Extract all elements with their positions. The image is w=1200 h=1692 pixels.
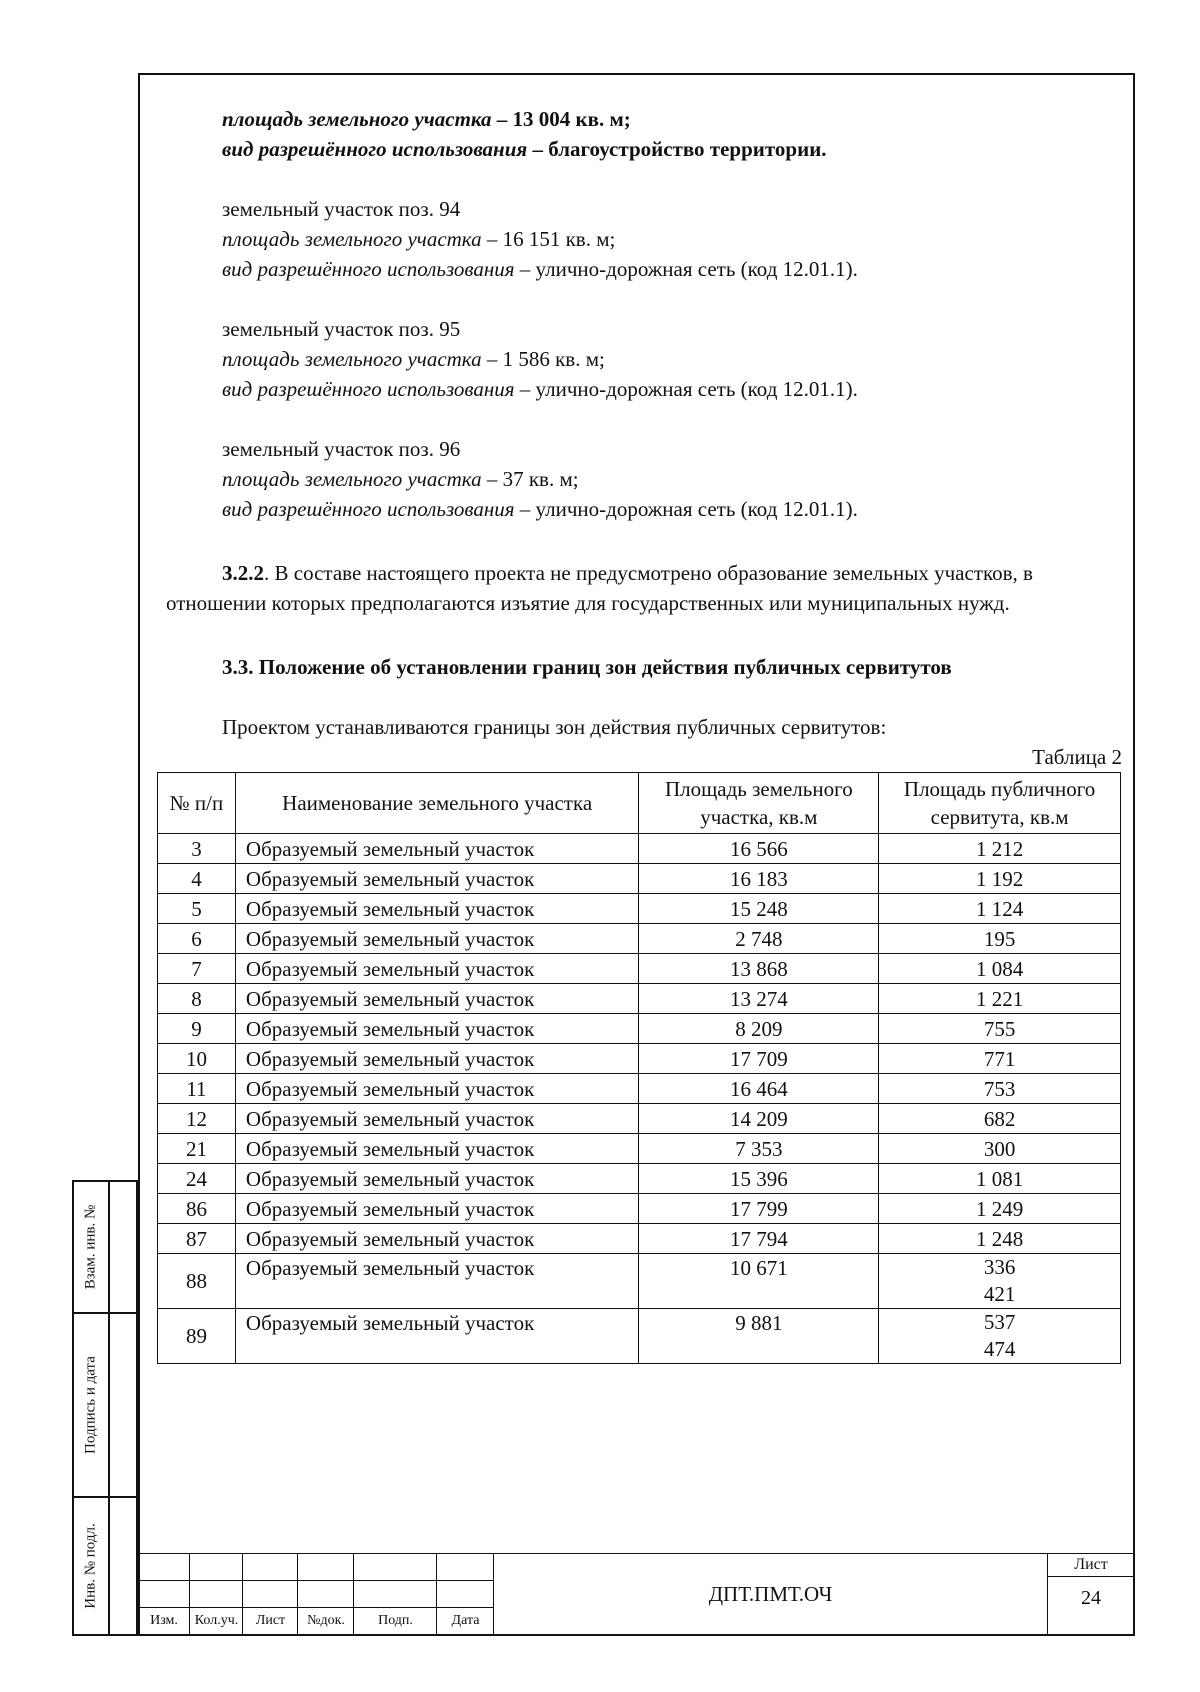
tb-col-kolich: Кол.уч. [194, 1613, 239, 1628]
row-name: Образуемый земельный участок [235, 954, 639, 984]
doc-code: ДПТ.ПМТ.ОЧ [708, 1582, 833, 1606]
table-row [158, 864, 1121, 894]
table-row [158, 1224, 1121, 1254]
col-header-number: № п/п [158, 773, 236, 834]
table-row [158, 1309, 1121, 1364]
row-number: 12 [158, 1104, 236, 1134]
row-servitude-part: 537 [983, 1310, 1016, 1334]
row-servitude: 1 248 [879, 1224, 1121, 1254]
servitude-table [157, 772, 1121, 1364]
table-row [158, 924, 1121, 954]
row-number: 9 [158, 1014, 236, 1044]
row-name: Образуемый земельный участок [235, 834, 639, 864]
title-block [138, 1553, 1135, 1636]
row-number: 7 [158, 954, 236, 984]
row-number: 88 [158, 1254, 236, 1309]
row-servitude-part: 474 [983, 1337, 1016, 1361]
parcel-93-area: площадь земельного участка – 13 004 кв. м; [222, 107, 631, 131]
row-servitude: 1 124 [879, 894, 1121, 924]
table-row [158, 1164, 1121, 1194]
row-area: 16 183 [639, 864, 879, 894]
row-area: 16 464 [639, 1074, 879, 1104]
row-number: 10 [158, 1044, 236, 1074]
table-row [158, 834, 1121, 864]
row-servitude: 1 084 [879, 954, 1121, 984]
row-number: 89 [158, 1309, 236, 1364]
col-header-area: Площадь земельного участка, кв.м [639, 773, 879, 834]
row-area: 8 209 [639, 1014, 879, 1044]
row-name: Образуемый земельный участок [235, 924, 639, 954]
row-area: 16 566 [639, 834, 879, 864]
table-row [158, 954, 1121, 984]
parcel-95-title: земельный участок поз. 95 [222, 317, 461, 341]
row-area: 17 709 [639, 1044, 879, 1074]
tb-col-podp: Подп. [378, 1613, 413, 1628]
tb-col-ndoc: №док. [307, 1613, 345, 1628]
row-servitude: 195 [879, 924, 1121, 954]
row-servitude: 1 081 [879, 1164, 1121, 1194]
table-row [158, 1044, 1121, 1074]
table-row [158, 984, 1121, 1014]
section-322-line1: 3.2.2. В составе настоящего проекта не предусмотрено образование земельных участков, в [222, 561, 1033, 585]
row-servitude: 1 212 [879, 834, 1121, 864]
row-name: Образуемый земельный участок [235, 1014, 639, 1044]
parcel-94-use: вид разрешённого использования – улично-дорожная сеть (код 12.01.1). [222, 257, 858, 281]
row-name: Образуемый земельный участок [235, 1074, 639, 1104]
table-row [158, 894, 1121, 924]
row-number: 4 [158, 864, 236, 894]
side-stamp-podpis-label: Подпись и дата [82, 1356, 99, 1454]
row-area: 9 881 [639, 1309, 879, 1364]
table-row [158, 1104, 1121, 1134]
parcel-96-title: земельный участок поз. 96 [222, 437, 461, 461]
row-number: 11 [158, 1074, 236, 1104]
row-area: 15 248 [639, 894, 879, 924]
row-number: 8 [158, 984, 236, 1014]
row-servitude: 1 249 [879, 1194, 1121, 1224]
col-header-servitude: Площадь публичного сервитута, кв.м [879, 773, 1121, 834]
row-area: 2 748 [639, 924, 879, 954]
row-servitude-part: 421 [983, 1282, 1016, 1306]
side-stamp-inv [72, 1496, 138, 1636]
table-header-row [158, 773, 1121, 834]
row-servitude-part: 336 [983, 1255, 1016, 1279]
tb-col-data: Дата [451, 1613, 480, 1628]
parcel-95-use: вид разрешённого использования – улично-дорожная сеть (код 12.01.1). [222, 377, 858, 401]
table-row [158, 1254, 1121, 1309]
row-name: Образуемый земельный участок [235, 1224, 639, 1254]
table-row [158, 1194, 1121, 1224]
row-servitude: 682 [879, 1104, 1121, 1134]
row-number: 5 [158, 894, 236, 924]
side-stamp-vzam [72, 1180, 138, 1314]
row-name: Образуемый земельный участок [235, 864, 639, 894]
row-area: 17 799 [639, 1194, 879, 1224]
row-servitude: 771 [879, 1044, 1121, 1074]
row-area: 17 794 [639, 1224, 879, 1254]
row-name: Образуемый земельный участок [235, 1104, 639, 1134]
section-322-line2: отношении которых предполагаются изъятие для государственных или муниципальных нужд. [166, 591, 1010, 615]
col-header-name: Наименование земельного участка [235, 773, 639, 834]
side-stamp-podpis [72, 1312, 138, 1498]
section-33-heading: 3.3. Положение об установлении границ зон действия публичных сервитутов [222, 655, 952, 679]
row-name: Образуемый земельный участок [235, 1194, 639, 1224]
row-number: 87 [158, 1224, 236, 1254]
parcel-94-area: площадь земельного участка – 16 151 кв. м; [222, 227, 616, 251]
row-area: 13 868 [639, 954, 879, 984]
row-area: 7 353 [639, 1134, 879, 1164]
tb-col-izm: Изм. [150, 1613, 178, 1628]
parcel-96-area: площадь земельного участка – 37 кв. м; [222, 467, 579, 491]
row-servitude: 1 221 [879, 984, 1121, 1014]
row-servitude: 755 [879, 1014, 1121, 1044]
row-name: Образуемый земельный участок [235, 984, 639, 1014]
row-area: 13 274 [639, 984, 879, 1014]
row-servitude: 300 [879, 1134, 1121, 1164]
table-row [158, 1134, 1121, 1164]
side-stamp-inv-label: Инв. № подл. [82, 1523, 99, 1609]
row-servitude [879, 1254, 1121, 1309]
row-area: 15 396 [639, 1164, 879, 1194]
row-name: Образуемый земельный участок [235, 1164, 639, 1194]
parcel-93-use: вид разрешённого использования – благоустройство территории. [222, 137, 827, 161]
row-number: 21 [158, 1134, 236, 1164]
row-servitude [879, 1309, 1121, 1364]
row-number: 86 [158, 1194, 236, 1224]
row-name: Образуемый земельный участок [235, 1254, 639, 1309]
row-name: Образуемый земельный участок [235, 1309, 639, 1364]
table-caption: Таблица 2 [1032, 745, 1122, 769]
tb-col-list: Лист [255, 1613, 286, 1628]
section-33-intro: Проектом устанавливаются границы зон действия публичных сервитутов: [222, 715, 887, 739]
row-number: 6 [158, 924, 236, 954]
sheet-number: 24 [1081, 1587, 1101, 1609]
row-name: Образуемый земельный участок [235, 894, 639, 924]
side-stamp-vzam-label: Взам. инв. № [82, 1204, 99, 1290]
row-number: 3 [158, 834, 236, 864]
parcel-95-area: площадь земельного участка – 1 586 кв. м; [222, 347, 605, 371]
row-name: Образуемый земельный участок [235, 1134, 639, 1164]
parcel-96-use: вид разрешённого использования – улично-дорожная сеть (код 12.01.1). [222, 497, 858, 521]
row-servitude: 1 192 [879, 864, 1121, 894]
row-servitude: 753 [879, 1074, 1121, 1104]
table-row [158, 1074, 1121, 1104]
sheet-label: Лист [1074, 1556, 1108, 1573]
table-row [158, 1014, 1121, 1044]
row-area: 14 209 [639, 1104, 879, 1134]
row-number: 24 [158, 1164, 236, 1194]
parcel-94-title: земельный участок поз. 94 [222, 197, 461, 221]
row-area: 10 671 [639, 1254, 879, 1309]
row-name: Образуемый земельный участок [235, 1044, 639, 1074]
